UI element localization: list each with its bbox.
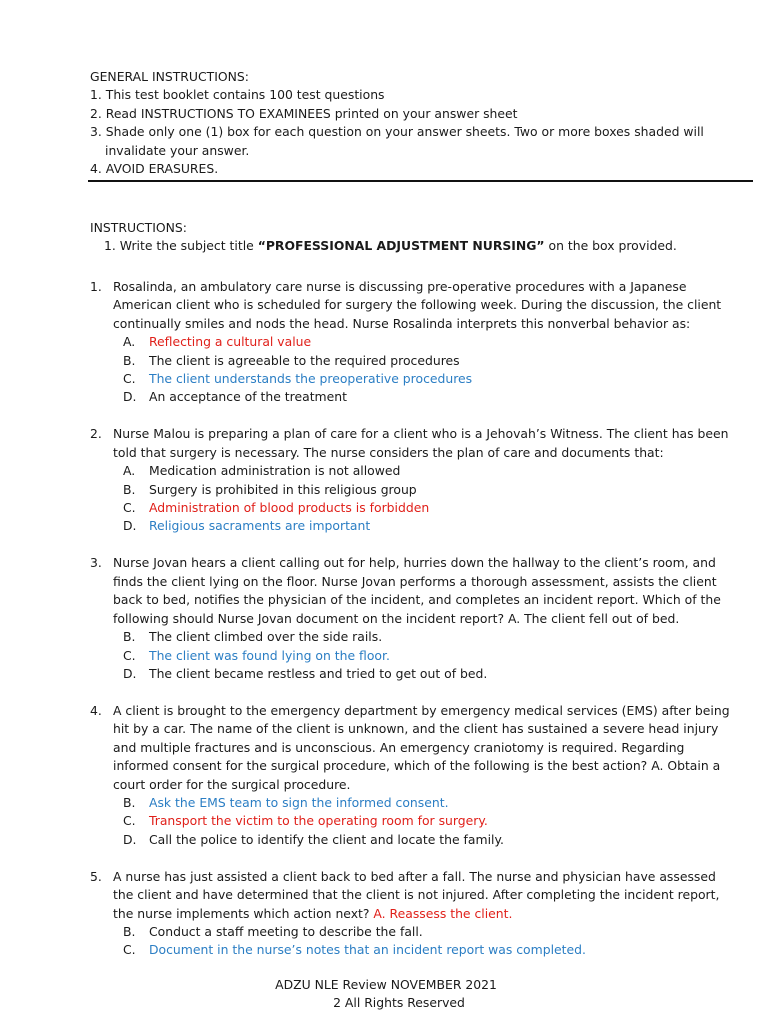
option-text: Medication administration is not allowed [149,463,401,479]
option-text: Document in the nurse’s notes that an incident report was completed. [149,942,586,958]
footer-page-rights: 2 All Rights Reserved [333,995,465,1011]
question-number: 4. [90,702,102,718]
instruction-item-suffix: on the box provided. [544,238,677,254]
inline-answer: A. Reassess the client. [373,905,513,921]
option-text: An acceptance of the treatment [149,389,347,405]
general-instruction-item: 4. AVOID ERASURES. [90,161,219,177]
section-divider [88,180,753,182]
option-letter: C. [123,371,136,387]
question-text: A client is brought to the emergency department by emergency medical services (EMS) after being hit by a car. The name of the client is unknown, and the client has sustained a severe head injury and multiple fractures and is unconscious. An emergency craniotomy is required. Regarding informed consent for the surgical procedure, which of the following is the best action? A. Obtain a court order for the surgical procedure. [113,702,730,792]
answer-option-d [90,665,740,683]
option-text: Conduct a staff meeting to describe the fall. [149,923,423,939]
option-letter: A. [123,463,136,479]
question-stem [90,425,740,462]
subject-title: “PROFESSIONAL ADJUSTMENT NURSING” [257,238,545,254]
answer-option-b [90,628,740,646]
page-footer [0,976,768,1013]
question-stem [90,554,740,628]
answer-option-d [90,388,740,406]
answer-option-b [90,481,740,499]
question-number: 5. [90,868,102,884]
general-instructions-heading: GENERAL INSTRUCTIONS: [90,69,249,84]
answer-option-a [90,333,740,351]
option-text: Administration of blood products is forbidden [149,500,430,516]
option-letter: B. [123,481,136,497]
instruction-item-prefix: 1. Write the subject title [104,238,258,254]
answer-option-c [90,370,740,388]
general-instruction-item: 1. This test booklet contains 100 test questions [90,87,385,103]
general-instruction-item: 3. Shade only one (1) box for each question on your answer sheets. Two or more boxes shaded will [90,124,704,140]
general-instruction-item-continued: invalidate your answer. [105,142,250,158]
option-text: Reflecting a cultural value [149,334,312,350]
option-text: The client became restless and tried to get out of bed. [149,665,488,681]
question-text: Rosalinda, an ambulatory care nurse is discussing pre-operative procedures with a Japanese American client who is scheduled for surgery the following week. During the discussion, the client continually smiles and nods the head. Nurse Rosalinda interprets this nonverbal behavior as: [113,279,722,331]
question-3 [90,554,740,683]
option-text: The client was found lying on the floor. [149,647,390,663]
option-letter: C. [123,500,136,516]
question-text: Nurse Malou is preparing a plan of care for a client who is a Jehovah’s Witness. The client has been told that surgery is necessary. The nurse considers the plan of care and documents that: [113,426,729,460]
option-letter: B. [123,923,136,939]
question-1 [90,278,740,407]
option-letter: A. [123,334,136,350]
option-letter: B. [123,794,136,810]
question-number: 1. [90,279,102,294]
instruction-item [90,237,730,255]
question-text: A nurse has just assisted a client back to bed after a fall. The nurse and physician have assessed the client and have determined that the client is not injured. After completing the incident report, the nurse implements which action next? [113,868,720,921]
question-text: Nurse Jovan hears a client calling out for help, hurries down the hallway to the client’s room, and finds the client lying on the floor. Nurse Jovan performs a thorough assessment, assists the client back to bed, notifies the physician of the incident, and completes an incident report. Which of the following should Nurse Jovan document on the incident report? A. The client fell out of bed. [113,555,721,626]
question-4 [90,702,740,849]
general-instructions [90,68,730,178]
option-text: Religious sacraments are important [149,518,371,534]
question-2 [90,425,740,535]
question-number: 3. [90,555,102,571]
answer-option-b [90,923,740,941]
option-letter: C. [123,813,136,829]
option-text: Call the police to identify the client and locate the family. [149,831,504,847]
question-stem [90,278,740,333]
option-text: The client understands the preoperative procedures [149,371,473,387]
answer-option-a [90,462,740,480]
option-letter: D. [123,665,137,681]
option-letter: D. [123,518,137,534]
answer-option-d [90,517,740,535]
question-number: 2. [90,426,102,442]
answer-option-b [90,352,740,370]
option-letter: B. [123,629,136,645]
answer-option-c [90,647,740,665]
option-letter: D. [123,389,137,405]
option-letter: B. [123,352,136,368]
answer-option-c [90,812,740,830]
option-letter: C. [123,647,136,663]
answer-option-b [90,794,740,812]
option-text: Ask the EMS team to sign the informed consent. [149,794,449,810]
footer-review-title: ADZU NLE Review NOVEMBER 2021 [275,977,497,992]
general-instruction-item: 2. Read INSTRUCTIONS TO EXAMINEES printed on your answer sheet [90,105,518,121]
answer-option-c [90,941,740,959]
question-list [90,278,740,978]
option-text: The client climbed over the side rails. [149,629,383,645]
answer-option-c [90,499,740,517]
question-stem [90,868,740,923]
option-letter: D. [123,831,137,847]
question-5 [90,868,740,960]
question-stem [90,702,740,794]
answer-option-d [90,831,740,849]
option-text: Transport the victim to the operating room for surgery. [149,813,488,829]
instructions-section [90,219,730,256]
option-text: The client is agreeable to the required procedures [149,352,460,368]
instructions-heading: INSTRUCTIONS: [90,220,187,235]
option-letter: C. [123,942,136,958]
option-text: Surgery is prohibited in this religious group [149,481,417,497]
